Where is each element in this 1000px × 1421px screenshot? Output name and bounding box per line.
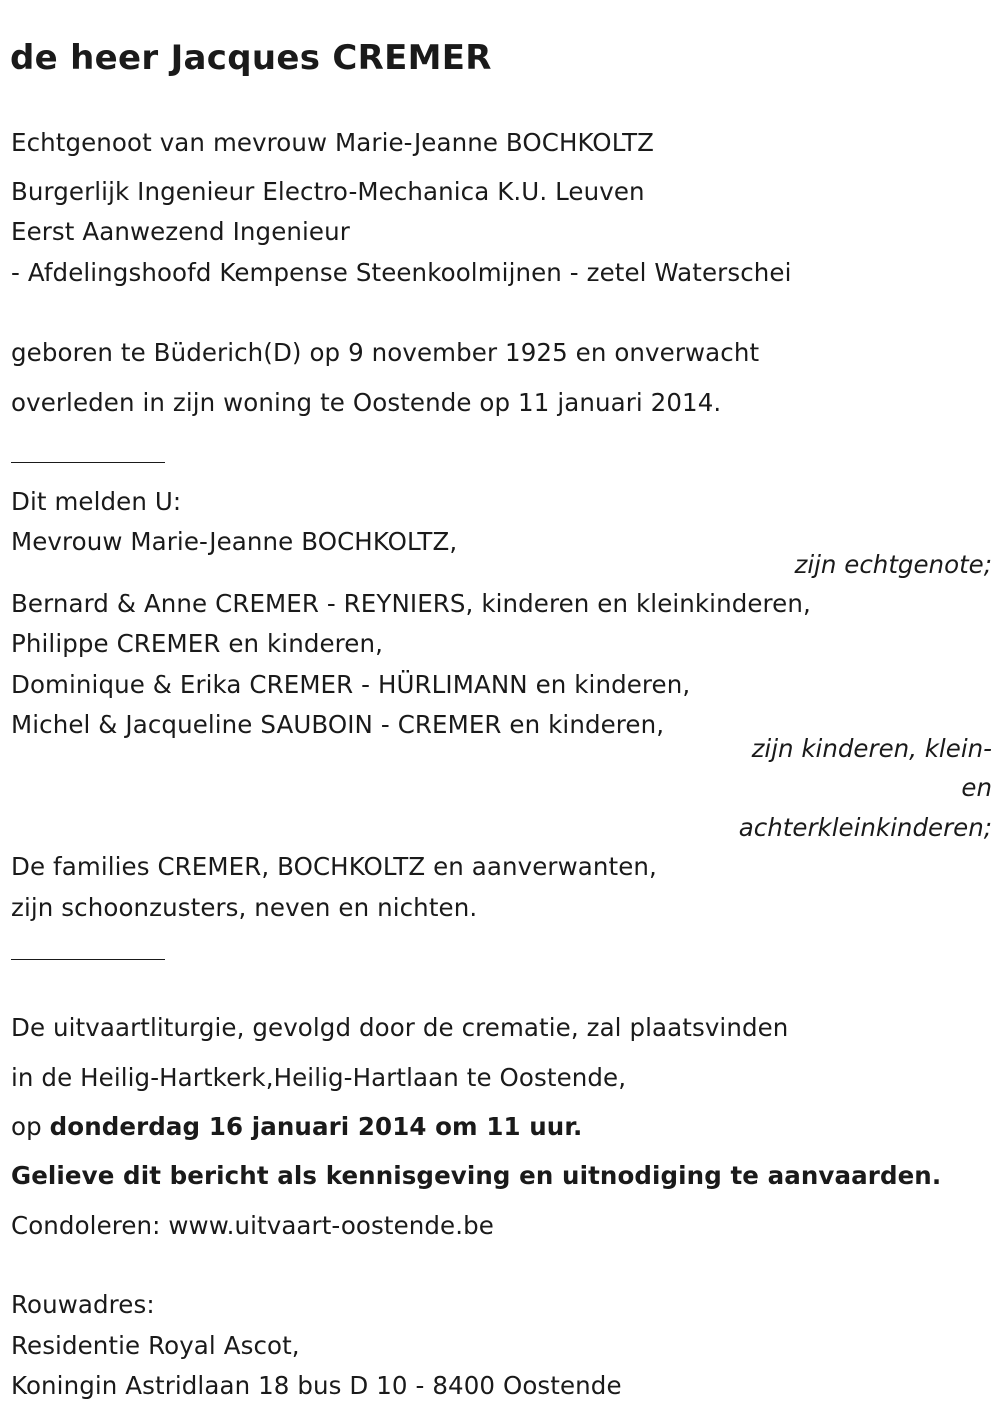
children-role-2: en	[961, 773, 992, 802]
ceremony-line-1: De uitvaartliturgie, gevolgd door de crematie, zal plaatsvinden	[11, 1013, 789, 1042]
address-line-1: Residentie Royal Ascot,	[11, 1331, 300, 1360]
announcer-spouse: Mevrouw Marie-Jeanne BOCHKOLTZ,	[11, 527, 458, 556]
announcers-heading: Dit melden U:	[11, 487, 182, 516]
career-line-2: Eerst Aanwezend Ingenieur	[11, 217, 350, 246]
birth-line: geboren te Büderich(D) op 9 november 1925 en onverwacht	[11, 338, 760, 367]
families-line-1: De families CREMER, BOCHKOLTZ en aanverwanten,	[11, 852, 657, 881]
condolences-line: Condoleren: www.uitvaart-oostende.be	[11, 1211, 494, 1240]
ceremony-date-prefix: op	[11, 1112, 42, 1141]
address-line-2: Koningin Astridlaan 18 bus D 10 - 8400 Oostende	[11, 1371, 622, 1400]
notice-line: Gelieve dit bericht als kennisgeving en uitnodiging te aanvaarden.	[11, 1161, 942, 1190]
separator-rule	[11, 959, 165, 960]
children-role-1: zijn kinderen, klein-	[751, 734, 992, 763]
ceremony-date-bold: donderdag 16 januari 2014 om 11 uur.	[49, 1112, 583, 1141]
spouse-role: zijn echtgenote;	[794, 550, 992, 579]
child-line: Bernard & Anne CREMER - REYNIERS, kinderen en kleinkinderen,	[11, 589, 811, 618]
page-title: de heer Jacques CREMER	[10, 38, 492, 78]
death-line: overleden in zijn woning te Oostende op 11 januari 2014.	[11, 388, 722, 417]
child-line: Michel & Jacqueline SAUBOIN - CREMER en kinderen,	[11, 710, 665, 739]
address-heading: Rouwadres:	[11, 1290, 155, 1319]
child-line: Philippe CREMER en kinderen,	[11, 629, 383, 658]
career-line-3: - Afdelingshoofd Kempense Steenkoolmijnen - zetel Waterschei	[11, 258, 792, 287]
ceremony-line-2: in de Heilig-Hartkerk,Heilig-Hartlaan te Oostende,	[11, 1063, 627, 1092]
families-line-2: zijn schoonzusters, neven en nichten.	[11, 893, 478, 922]
children-role-3: achterkleinkinderen;	[738, 813, 992, 842]
separator-rule	[11, 462, 165, 463]
ceremony-date	[11, 1112, 582, 1142]
child-line: Dominique & Erika CREMER - HÜRLIMANN en kinderen,	[11, 670, 691, 699]
spouse-line: Echtgenoot van mevrouw Marie-Jeanne BOCHKOLTZ	[11, 128, 655, 157]
career-line-1: Burgerlijk Ingenieur Electro-Mechanica K.U. Leuven	[11, 177, 645, 206]
